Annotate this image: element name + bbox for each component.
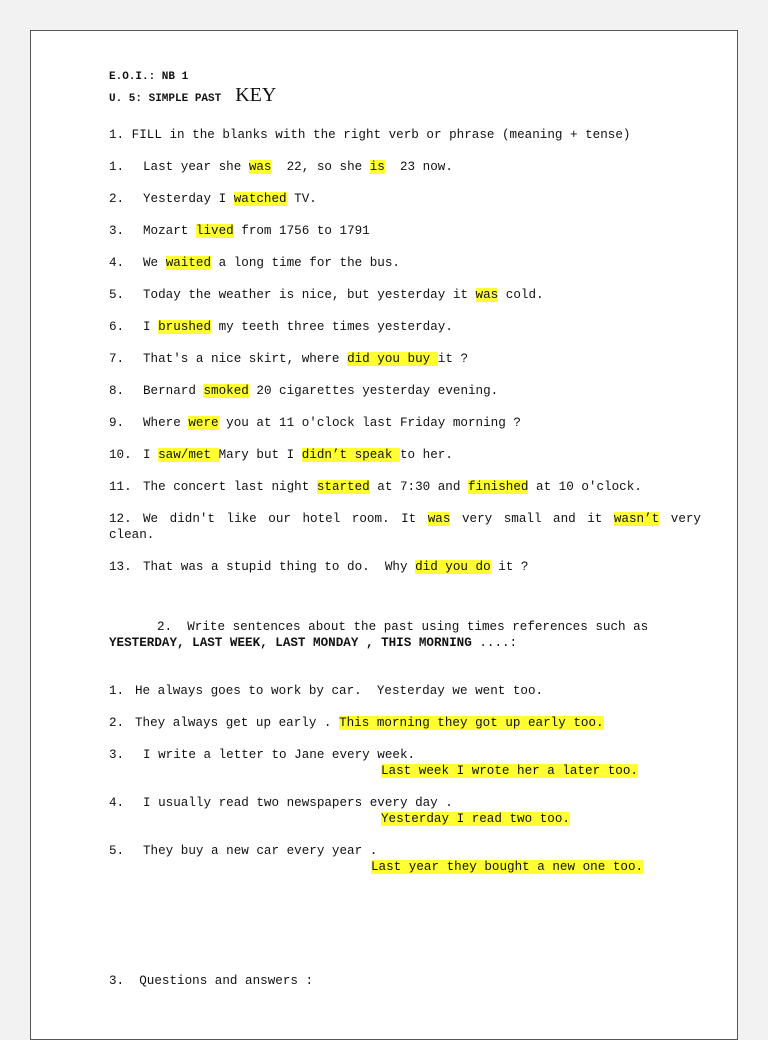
item-text: Bernard [143,384,204,398]
answer-highlight: watched [233,192,287,206]
section2-title-line1 [109,619,701,635]
answer-highlight: brushed [158,320,212,334]
fill-item-2 [109,191,701,207]
item-number: 11. [109,480,132,494]
fill-item-9 [109,415,701,431]
section1-title: 1. FILL in the blanks with the right verb or phrase (meaning + tense) [109,128,631,142]
answer-highlight: Last year they bought a new one too. [371,860,644,874]
item-text: very small and it [450,512,614,526]
sentence-item-4 [109,795,701,827]
item-text: a long time for the bus. [211,256,400,270]
item-number: 5. [109,288,125,302]
item-text: very clean. [109,512,701,542]
item-text: at 7:30 and [369,480,468,494]
section2-time-references: YESTERDAY, LAST WEEK, LAST MONDAY , THIS MORNING [109,636,472,650]
item-number: 4. [109,256,125,270]
item-text: at 10 o'clock. [528,480,642,494]
fill-item-8 [109,383,701,399]
fill-item-4 [109,255,701,271]
fill-item-5 [109,287,701,303]
answer-line [109,859,701,875]
prompt-text: I write a letter to Jane every week. [143,748,416,762]
item-number: 7. [109,352,125,366]
item-text: I [143,448,159,462]
key-label: KEY [235,84,277,106]
item-number: 6. [109,320,125,334]
answer-highlight: lived [195,224,234,238]
sentence-line [109,747,701,763]
sentence-item-2 [109,715,701,731]
item-text: 20 cigarettes yesterday evening. [248,384,499,398]
item-text: That was a stupid thing to do. Why [143,560,416,574]
item-number: 9. [109,416,125,430]
item-number: 3. [109,748,125,762]
answer-highlight: did you buy [347,352,438,366]
item-text: from 1756 to 1791 [233,224,370,238]
section2-title-c: ....: [471,636,518,650]
prompt-text: I usually read two newspapers every day . [143,796,453,810]
item-text: The concert last night [143,480,317,494]
unit-title: U. 5: SIMPLE PAST [109,93,222,105]
course-code: E.O.I.: NB 1 [109,71,189,83]
answer-line [109,811,701,827]
item-text: Yesterday I [143,192,234,206]
section1-items [109,159,701,575]
answer-highlight: didn’t speak [301,448,400,462]
answer-highlight: This morning they got up early too. [339,716,604,730]
item-number: 8. [109,384,125,398]
fill-item-10 [109,447,701,463]
item-text: That's a nice skirt, where [143,352,348,366]
answer-highlight: Yesterday I read two too. [381,812,570,826]
prompt-text: They buy a new car every year . [143,844,378,858]
answer-highlight: did you do [415,560,491,574]
fill-item-6 [109,319,701,335]
item-text: Last year she [143,160,249,174]
section2-title-a: 2. Write sentences about the past using times references such as [157,620,656,634]
item-number: 4. [109,796,125,810]
item-number: 13. [109,560,132,574]
section3-title: 3. Questions and answers : [109,974,314,988]
document-content [109,69,701,989]
item-number: 2. [109,192,125,206]
answer-line [109,763,701,779]
item-text: you at 11 o'clock last Friday morning ? [218,416,521,430]
fill-item-3 [109,223,701,239]
item-text: Today the weather is nice, but yesterday it [143,288,476,302]
item-text: Mozart [143,224,196,238]
sentence-line [109,683,701,699]
item-text: We [143,256,166,270]
item-number: 12. [109,512,132,526]
answer-highlight: was [427,512,451,526]
item-text: my teeth three times yesterday. [211,320,453,334]
section2-title-line2 [109,635,701,651]
fill-item-7 [109,351,701,367]
answer-highlight: wasn’t [613,512,660,526]
fill-item-1 [109,159,701,175]
fill-item-11 [109,479,701,495]
sentence-line [109,795,701,811]
item-text: Mary but I [218,448,302,462]
section2-items [109,683,701,875]
item-number: 2. [109,716,125,730]
answer-highlight: waited [165,256,212,270]
item-number: 10. [109,448,132,462]
item-text: to her. [399,448,453,462]
sentence-line [109,715,701,731]
answer-highlight: was [475,288,499,302]
sentence-item-1 [109,683,701,699]
item-text: TV. [286,192,317,206]
sentence-item-5 [109,843,701,875]
answer-highlight: started [316,480,370,494]
unit-title-row [109,84,701,107]
prompt-text: They always get up early . [135,716,340,730]
answer-highlight: smoked [203,384,249,398]
answer-highlight: Last week I wrote her a later too. [381,764,638,778]
prompt-text: He always goes to work by car. Yesterday we went too. [135,684,544,698]
item-number: 3. [109,224,125,238]
answer-highlight: were [188,416,219,430]
answer-highlight: was [248,160,272,174]
answer-highlight: finished [467,480,529,494]
sentence-item-3 [109,747,701,779]
item-text: it ? [437,352,468,366]
item-text: it ? [490,560,529,574]
item-text: 22, so she [271,160,370,174]
item-text: Where [143,416,189,430]
answer-highlight: is [369,160,385,174]
document-page [30,30,738,1040]
sentence-line [109,843,701,859]
item-text: I [143,320,159,334]
item-text: We didn't like our hotel room. It [143,512,428,526]
item-text: cold. [498,288,544,302]
fill-item-13 [109,559,701,575]
answer-highlight: saw/met [158,448,219,462]
item-number: 5. [109,844,125,858]
item-number: 1. [109,160,125,174]
item-text: 23 now. [384,160,453,174]
item-number: 1. [109,684,125,698]
fill-item-12 [109,511,701,543]
